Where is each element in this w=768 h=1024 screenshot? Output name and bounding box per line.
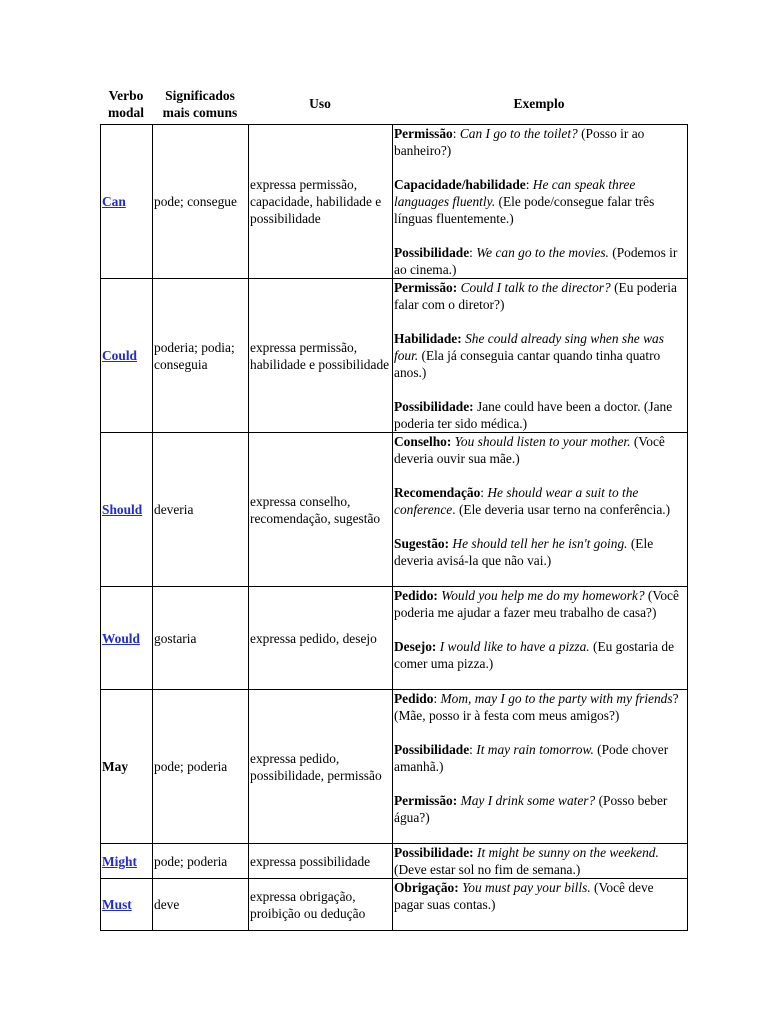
example-entry	[394, 484, 686, 518]
example-entry	[394, 844, 686, 878]
example-label: Permissão:	[394, 793, 458, 808]
uso-cell: expressa pedido, possibilidade, permissão	[249, 690, 393, 844]
example-english: I would like to have a pizza.	[439, 639, 590, 654]
verb-could-link[interactable]: Could	[102, 348, 137, 363]
example-english: Can I go to the toilet?	[459, 126, 578, 141]
exemplo-cell	[393, 844, 688, 879]
example-translation: ? (Mãe, posso ir à festa com meus amigos?)	[394, 691, 679, 723]
example-english: May I drink some water?	[460, 793, 596, 808]
verb-cell	[101, 125, 153, 279]
example-english: He can speak three languages fluently.	[394, 177, 636, 209]
example-english: It may rain tomorrow.	[476, 742, 594, 757]
uso-cell: expressa obrigação, proibição ou dedução	[249, 879, 393, 931]
significado-cell: pode; poderia	[153, 690, 249, 844]
exemplo-cell	[393, 879, 688, 931]
example-gap	[394, 724, 686, 741]
significado-cell: pode; poderia	[153, 844, 249, 879]
significado-cell: deveria	[153, 433, 249, 587]
example-english: He should wear a suit to the conference	[394, 485, 639, 517]
example-translation: (Ele pode/consegue falar três línguas fluentemente.)	[394, 194, 655, 226]
example-label: Recomendação	[394, 485, 481, 500]
table-row	[101, 433, 688, 587]
example-english: Mom, may I go to the party with my friends	[440, 691, 673, 706]
example-label: Pedido	[394, 691, 434, 706]
example-gap	[394, 467, 686, 484]
example-separator: :	[469, 245, 477, 260]
example-label: Desejo:	[394, 639, 437, 654]
significado-cell: deve	[153, 879, 249, 931]
exemplo-cell	[393, 125, 688, 279]
example-entry	[394, 244, 686, 278]
verb-might-link[interactable]: Might	[102, 853, 137, 869]
example-translation: (Ele deveria avisá-la que não vai.)	[394, 536, 654, 568]
table-body	[101, 125, 688, 931]
example-translation: (Eu poderia falar com o diretor?)	[394, 280, 677, 312]
example-english: You should listen to your mother.	[454, 434, 631, 449]
example-label: Habilidade:	[394, 331, 462, 346]
verb-cell	[101, 433, 153, 587]
example-label: Possibilidade	[394, 742, 470, 757]
verb-cell	[101, 879, 153, 931]
example-label: Permissão:	[394, 280, 458, 295]
example-label: Capacidade/habilidade	[394, 177, 526, 192]
example-gap	[394, 313, 686, 330]
example-entry	[394, 535, 686, 569]
table-row	[101, 879, 688, 931]
example-translation: (Posso beber água?)	[394, 793, 668, 825]
example-separator: :	[433, 691, 441, 706]
example-gap	[394, 227, 686, 244]
example-translation: (Você poderia me ajudar a fazer meu trabalho de casa?)	[394, 588, 679, 620]
example-separator: :	[525, 177, 533, 192]
header-significados: Significados mais comuns	[162, 88, 238, 120]
example-entry	[394, 433, 686, 467]
example-entry	[394, 125, 686, 159]
example-label: Pedido:	[394, 588, 438, 603]
example-translation: Jane could have been a doctor. (Jane poderia ter sido médica.)	[394, 399, 673, 431]
example-translation: (Ela já conseguia cantar quando tinha quatro anos.)	[394, 348, 661, 380]
example-entry	[394, 398, 686, 432]
example-english: It might be sunny on the weekend.	[476, 845, 659, 860]
example-label: Permissão	[394, 126, 453, 141]
table-row	[101, 125, 688, 279]
exemplo-cell	[393, 587, 688, 690]
significado-cell: pode; consegue	[153, 125, 249, 279]
example-translation: (Você deveria ouvir sua mãe.)	[394, 434, 665, 466]
table-row	[101, 844, 688, 879]
example-label: Possibilidade	[394, 245, 470, 260]
example-entry	[394, 690, 686, 724]
exemplo-cell	[393, 279, 688, 433]
exemplo-cell	[393, 433, 688, 587]
verb-should-link[interactable]: Should	[102, 502, 143, 517]
table-row	[101, 279, 688, 433]
example-english: He should tell her he isn't going.	[452, 536, 628, 551]
uso-cell: expressa conselho, recomendação, sugestão	[249, 433, 393, 587]
verb-cell	[101, 587, 153, 690]
example-gap	[394, 159, 686, 176]
example-translation: (Deve estar sol no fim de semana.)	[394, 862, 581, 877]
example-gap	[394, 775, 686, 792]
example-label: Possibilidade:	[394, 845, 474, 860]
example-entry	[394, 587, 686, 621]
example-gap	[394, 518, 686, 535]
example-translation: (Pode chover amanhã.)	[394, 742, 669, 774]
header-exemplo: Exemplo	[513, 96, 565, 111]
example-english: We can go to the movies.	[476, 245, 609, 260]
table-row	[101, 690, 688, 844]
table-header	[100, 86, 688, 124]
example-translation: (Posso ir ao banheiro?)	[394, 126, 645, 158]
example-separator: :	[452, 126, 460, 141]
example-separator: :	[480, 485, 488, 500]
example-label: Sugestão:	[394, 536, 450, 551]
example-translation: (Você deve pagar suas contas.)	[394, 880, 654, 912]
uso-cell: expressa permissão, capacidade, habilidade e possibilidade	[249, 125, 393, 279]
example-english: Would you help me do my homework?	[441, 588, 645, 603]
example-translation: . (Ele deveria usar terno na conferência.)	[452, 502, 671, 517]
example-entry	[394, 176, 686, 227]
header-uso: Uso	[309, 96, 331, 111]
example-label: Conselho:	[394, 434, 452, 449]
example-entry	[394, 330, 686, 381]
example-entry	[394, 638, 686, 672]
example-english: You must pay your bills.	[462, 880, 591, 895]
verb-cell	[101, 844, 153, 879]
uso-cell: expressa permissão, habilidade e possibilidade	[249, 279, 393, 433]
verb-would-link[interactable]: Would	[102, 630, 140, 646]
example-gap	[394, 621, 686, 638]
verb-cell	[101, 690, 153, 844]
uso-cell: expressa possibilidade	[249, 844, 393, 879]
significado-cell: poderia; podia; conseguia	[153, 279, 249, 433]
example-separator: :	[469, 742, 477, 757]
example-label: Possibilidade:	[394, 399, 474, 414]
example-english: Could I talk to the director?	[460, 280, 611, 295]
header-verbo-modal: Verbo modal	[107, 88, 144, 120]
example-gap	[394, 381, 686, 398]
example-entry	[394, 879, 686, 913]
verb-must-link[interactable]: Must	[102, 897, 132, 912]
verb-cell	[101, 279, 153, 433]
example-entry	[394, 741, 686, 775]
example-translation: (Podemos ir ao cinema.)	[394, 245, 678, 277]
modal-verbs-table	[100, 124, 688, 931]
example-english: She could already sing when she was four.	[394, 331, 664, 363]
verb-may-label: May	[102, 759, 129, 774]
example-entry	[394, 279, 686, 313]
verb-can-link[interactable]: Can	[102, 194, 126, 209]
uso-cell: expressa pedido, desejo	[249, 587, 393, 690]
example-translation: (Eu gostaria de comer uma pizza.)	[394, 639, 675, 671]
exemplo-cell	[393, 690, 688, 844]
significado-cell: gostaria	[153, 587, 249, 690]
example-entry	[394, 792, 686, 826]
table-row	[101, 587, 688, 690]
example-label: Obrigação:	[394, 880, 459, 895]
